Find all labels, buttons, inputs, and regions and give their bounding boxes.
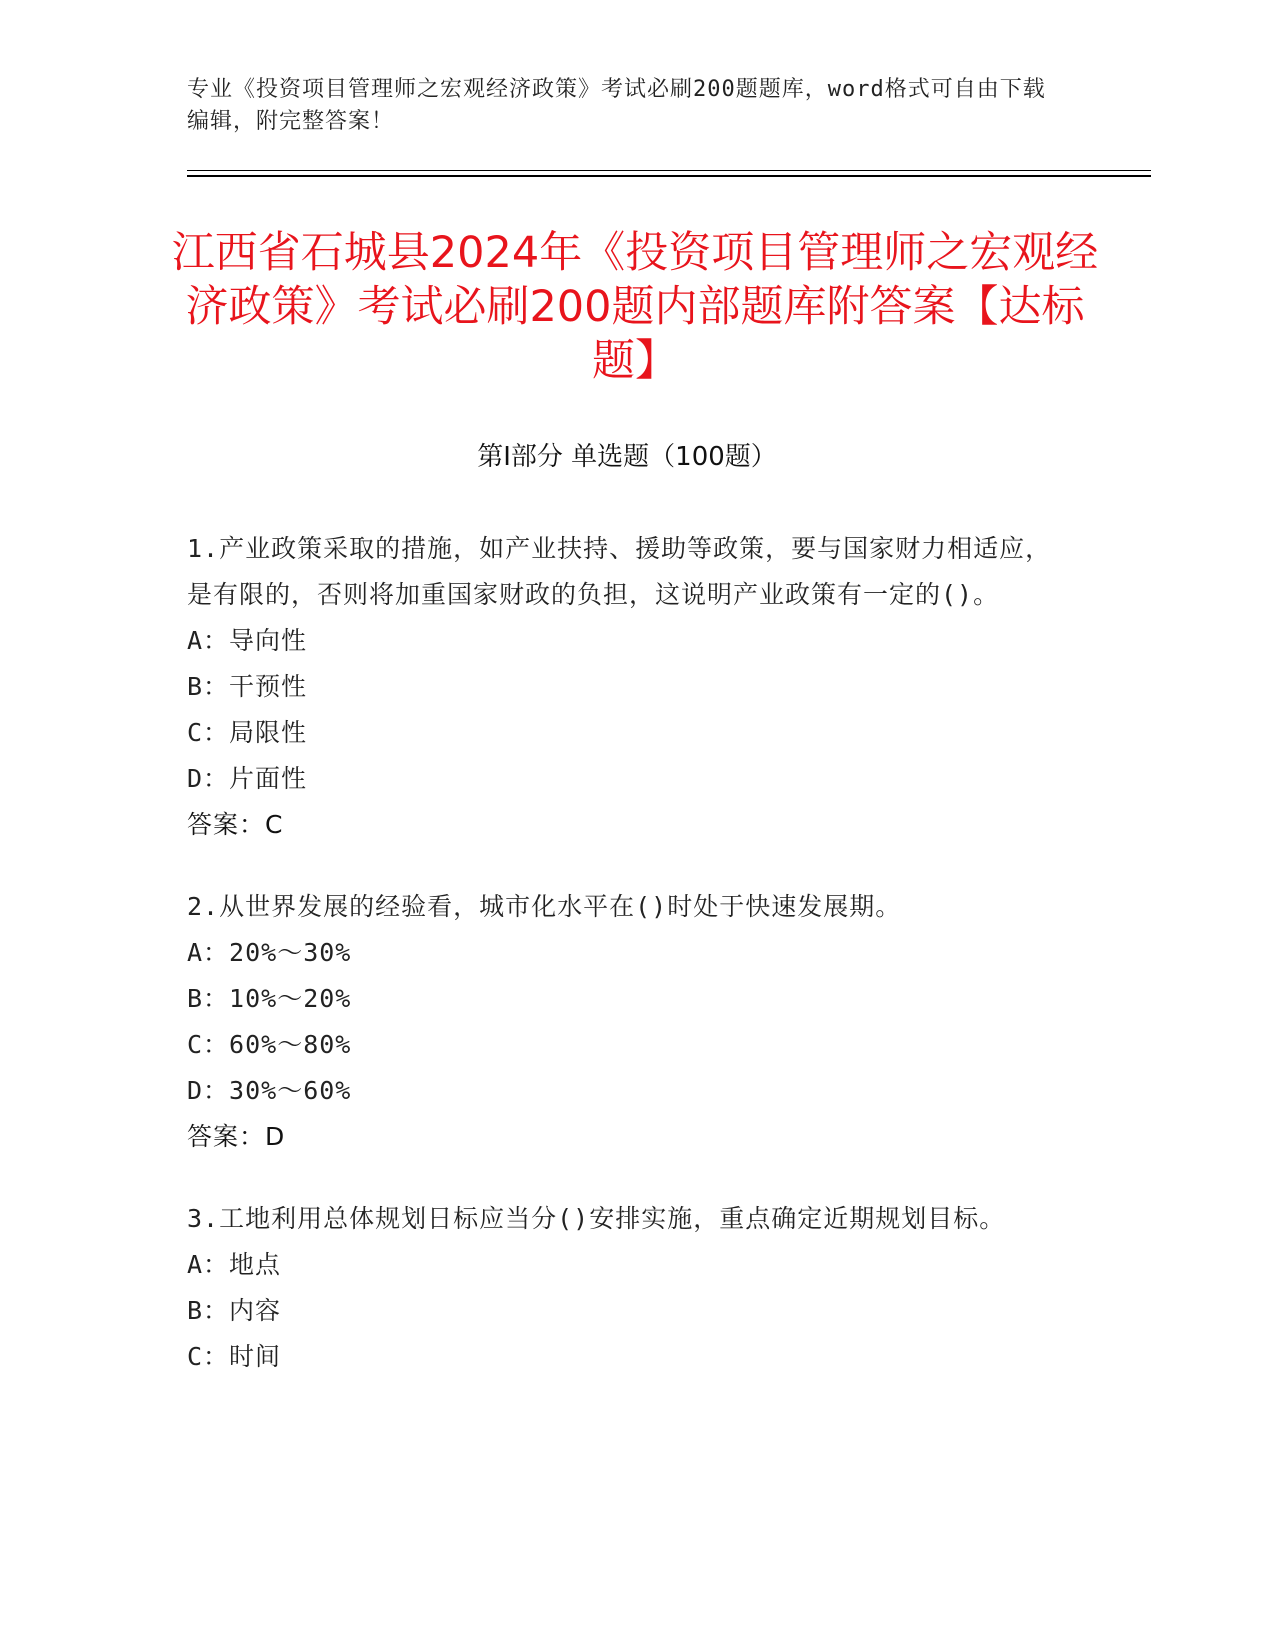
- option-a: A：20%～30%: [187, 938, 352, 967]
- option-d: D：片面性: [187, 764, 308, 793]
- document-title: 江西省石城县2024年《投资项目管理师之宏观经济政策》考试必刷200题内部题库附答案【达标题】: [171, 228, 1099, 386]
- option-b: B：内容: [187, 1296, 282, 1325]
- question-1: [187, 526, 1067, 848]
- question-stem: 3.工地利用总体规划日标应当分()安排实施，重点确定近期规划目标。: [187, 1204, 1006, 1233]
- option-a: A：导向性: [187, 626, 308, 655]
- section-heading: 第I部分 单选题（100题）: [477, 442, 777, 472]
- question-list: [187, 526, 1067, 1416]
- option-c: C：局限性: [187, 718, 308, 747]
- option-b: B：干预性: [187, 672, 308, 701]
- question-stem: 2.从世界发展的经验看，城市化水平在()时处于快速发展期。: [187, 892, 902, 921]
- option-d: D：30%～60%: [187, 1076, 352, 1105]
- option-c: C：时间: [187, 1342, 282, 1371]
- question-2: [187, 884, 1067, 1160]
- header-divider-thick: [187, 175, 1151, 177]
- option-c: C：60%～80%: [187, 1030, 352, 1059]
- question-3: [187, 1196, 1067, 1380]
- option-b: B：10%～20%: [187, 984, 352, 1013]
- header-divider-thin: [187, 170, 1151, 171]
- option-a: A：地点: [187, 1250, 282, 1279]
- answer: 答案：D: [187, 1122, 286, 1151]
- question-stem: 1.产业政策采取的措施，如产业扶持、援助等政策，要与国家财力相适应，是有限的，否则将加重国家财政的负担，这说明产业政策有一定的()。: [187, 534, 1052, 609]
- answer: 答案：C: [187, 810, 284, 839]
- header-note: 专业《投资项目管理师之宏观经济政策》考试必刷200题题库，word格式可自由下载编辑，附完整答案！: [187, 77, 1046, 134]
